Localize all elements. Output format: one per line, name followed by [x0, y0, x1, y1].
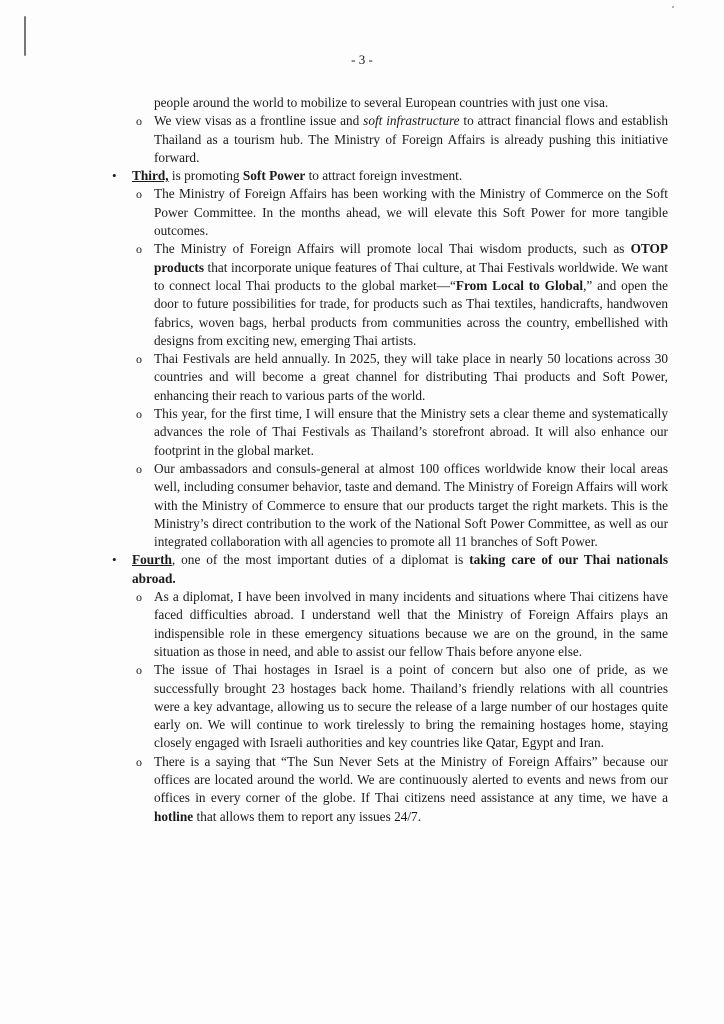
scan-artifact-dot	[672, 6, 674, 8]
hollow-bullet-icon: o	[136, 590, 142, 605]
emphasis-soft-infrastructure: soft infrastructure	[363, 113, 460, 129]
sub-bullet-clear-theme: o This year, for the first time, I will ensure that the Ministry sets a clear theme and systematically advances the role of Thai Festivals as Thailand’s storefront abroad. It will also enhance our footprint in the global market.	[136, 406, 668, 458]
sub-bullet-diplomat: o As a diplomat, I have been involved in many incidents and situations where Thai citizens have faced difficulties abroad. I understand well that the Ministry of Foreign Affairs plays an indispensible role in these emergency situations because we are on the ground, in the same situation as those in need, and able to assist our fellow Thais before anyone else.	[136, 589, 668, 659]
bold-soft-power: Soft Power	[242, 168, 306, 184]
hollow-bullet-icon: o	[136, 663, 142, 678]
sub-bullet-otop: o The Ministry of Foreign Affairs will promote local Thai wisdom products, such as OTOP products that incorporate unique features of Thai culture, at Thai Festivals worldwide. We want to connect local Thai products to the global market—“From Local to Global,” and open the door to future possibilities for trade, for products such as Thai textiles, handicrafts, handwoven fabrics, woven bags, herbal products from communities across the country, embellished with designs from exciting new, emerging Thai artists.	[136, 241, 669, 348]
bullet-third: • Third, is promoting Soft Power to attract foreign investment.	[132, 167, 668, 185]
page-number: - 3 -	[351, 52, 373, 67]
hollow-bullet-icon: o	[136, 407, 142, 422]
hollow-bullet-icon: o	[136, 754, 142, 769]
bullet-fourth: • Fourth, one of the most important duties of a diplomat is taking care of our Thai nationals abroad.	[112, 552, 668, 586]
document-body	[0, 94, 724, 826]
sub-bullet-ambassadors: o Our ambassadors and consuls-general at almost 100 offices worldwide know their local areas well, including consumer behavior, taste and demand. The Ministry of Foreign Affairs will work with the Ministry of Commerce to ensure that our products target the right markets. This is the Ministry’s direct contribution to the work of the National Soft Power Committee, as well as our integrated collaboration with all agencies to promote all 11 branches of Soft Power.	[136, 460, 668, 550]
bullet-icon: •	[112, 552, 117, 568]
hollow-bullet-icon: o	[136, 461, 142, 476]
bold-local-to-global: From Local to Global	[455, 277, 584, 293]
heading-third: Third,	[132, 168, 169, 184]
hollow-bullet-icon: o	[136, 352, 142, 367]
sub-bullet-hotline: o There is a saying that “The Sun Never Sets at the Ministry of Foreign Affairs” because our offices are located around the world. We are continuously alerted to events and news from our offices in every corner of the globe. If Thai citizens need assistance at any time, we have a hotline that allows them to report any issues 24/7.	[136, 753, 668, 824]
sub-bullet-soft-power-committee: o The Ministry of Foreign Affairs has been working with the Ministry of Commerce on the Soft Power Committee. In the months ahead, we will elevate this Soft Power for more tangible outcomes.	[136, 186, 668, 239]
sub-bullet-thai-festivals: o Thai Festivals are held annually. In 2025, they will take place in nearly 50 locations across 30 countries and will become a great channel for distributing Thai products and Soft Power, enhancing their reach to various parts of the world.	[136, 351, 668, 403]
hollow-bullet-icon: o	[136, 187, 142, 202]
bold-taking-care: taking care of our Thai nationals abroad.	[132, 552, 668, 586]
bullet-icon: •	[112, 168, 117, 184]
continuation-paragraph: people around the world to mobilize to several European countries with just one visa.	[154, 95, 609, 110]
sub-bullet-hostages: o The issue of Thai hostages in Israel is a point of concern but also one of pride, as we successfully brought 23 hostages back home. Thailand’s friendly relations with all countries were a key advantage, allowing us to secure the release of a large number of our hostages quite early on. We will continue to work tirelessly to bring the remaining hostages home, staying closely engaged with Israeli authorities and key countries like Qatar, Egypt and Iran.	[136, 662, 668, 751]
sub-bullet-visas: o We view visas as a frontline issue and soft infrastructure to attract financial flows and establish Thailand as a tourism hub. The Ministry of Foreign Affairs is already pushing this initiative forward.	[136, 113, 668, 165]
scan-artifact-line	[24, 16, 26, 56]
heading-fourth: Fourth	[132, 552, 172, 568]
bold-otop-products: OTOP products	[154, 241, 668, 275]
bold-hotline: hotline	[154, 808, 194, 824]
hollow-bullet-icon: o	[136, 242, 142, 257]
hollow-bullet-icon: o	[136, 114, 142, 129]
